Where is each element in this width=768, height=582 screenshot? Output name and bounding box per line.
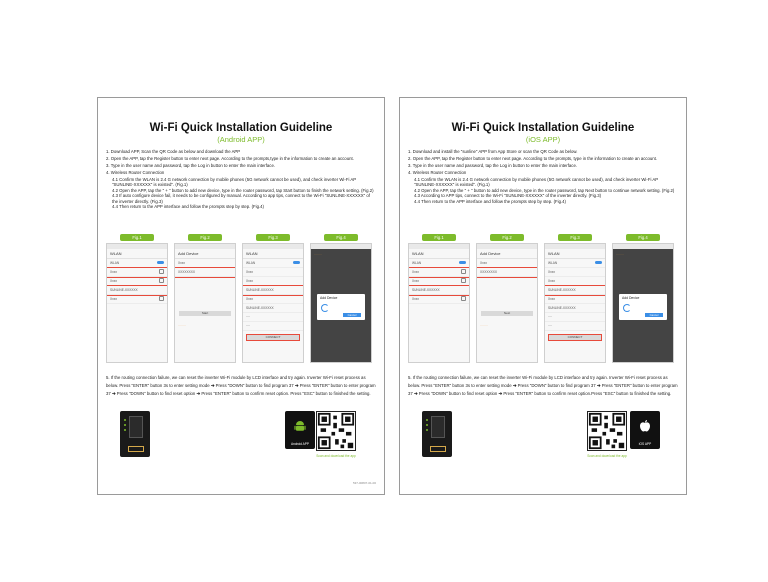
fig-4 — [612, 234, 674, 364]
wifi-row: Xxxx — [409, 268, 469, 277]
start-button: Start — [179, 311, 231, 316]
ssid-row: Xxxx — [175, 259, 235, 268]
wifi-row: Xxxx — [243, 277, 303, 286]
tip-text: ········ — [314, 252, 322, 256]
fig-label: Fig.2 — [188, 234, 222, 241]
brand-logo — [128, 446, 144, 452]
arrow-icon: ➔ — [210, 383, 215, 388]
add-device-header: Add Device — [175, 249, 235, 259]
qr-code — [316, 411, 356, 451]
fig-2 — [174, 234, 236, 364]
substep-4-2: 4.2 Open the APP, tap the " + " button to add new device, type in the router password, tap Next button to continue network setting. (Fig.2) — [414, 187, 675, 193]
add-device-dialog — [619, 294, 667, 320]
step-1: 1. Download and install the "sunline" APP from App Store or scan the QR Code as below. — [408, 149, 578, 154]
fig-label: Fig.3 — [558, 234, 592, 241]
qr-code-icon — [588, 412, 626, 450]
ap-row: SUNLINE-XXXXXX — [409, 286, 469, 295]
ssid-row: Xxxx — [477, 259, 537, 268]
cancel-button: Cancel — [645, 313, 663, 317]
ios-badge — [630, 411, 660, 449]
document-id: 537-00807-01-00 — [352, 481, 376, 485]
wifi-row: Xxxx — [545, 268, 605, 277]
detail-row: ···· — [545, 313, 605, 322]
phone-screenshot — [242, 243, 304, 363]
lock-icon — [159, 296, 164, 301]
android-badge — [285, 411, 315, 449]
step-4: 4. Wireless Router Connection — [106, 170, 165, 175]
qr-code-icon — [317, 412, 355, 450]
toggle-icon — [157, 261, 164, 264]
connect-button: CONNECT — [247, 335, 299, 340]
wlan-toggle-row: WLAN — [107, 259, 167, 268]
fig-4 — [310, 234, 372, 364]
arrow-icon: ➔ — [196, 391, 201, 396]
arrow-icon: ➔ — [294, 383, 299, 388]
phone-screenshot — [476, 243, 538, 363]
wifi-row: Xxxx — [409, 295, 469, 304]
wifi-row: Xxxx — [545, 295, 605, 304]
ap-row: SUNLINE-XXXXXX — [243, 286, 303, 295]
phone-screenshot — [408, 243, 470, 363]
wifi-row: Xxxx — [243, 295, 303, 304]
fig-2 — [476, 234, 538, 364]
phone-screenshot — [106, 243, 168, 363]
arrow-icon: ➔ — [512, 383, 517, 388]
qr-caption: Scan and download the app — [587, 454, 627, 458]
add-device-dialog — [317, 294, 365, 320]
fig-label: Fig.2 — [490, 234, 524, 241]
page-title: Wi-Fi Quick Installation Guideline — [149, 122, 333, 134]
arrow-icon: ➔ — [498, 391, 503, 396]
wifi-row: Xxxx — [107, 277, 167, 286]
qr-code — [587, 411, 627, 451]
tip-text: ········ — [480, 323, 488, 327]
brand-logo — [430, 446, 446, 452]
wifi-row: Xxxx — [107, 268, 167, 277]
phone-screenshot — [174, 243, 236, 363]
tip-text: ········ — [178, 323, 186, 327]
qr-caption: Scan and download the app — [316, 454, 356, 458]
step-2: 2. Open the APP, tap the Register button to enter next page. According to the prompts, type in the information to create an account. — [408, 156, 658, 161]
substep-4-1: 4.1 Confirm the WLAN is 2.4 G network connection by mobile phones (5G network cannot be used), and check inverter Wi-Fi AP "SUNLINE-XXXXXX" is existed". (Fig.1) — [414, 177, 659, 188]
detail-row: ···· — [243, 322, 303, 331]
fig-3 — [544, 234, 606, 364]
fig-label: Fig.1 — [120, 234, 154, 241]
step-3: 3. Type in the user name and password, tap the Log in button to enter the main interface. — [408, 163, 578, 168]
lock-icon — [461, 278, 466, 283]
reset-instructions: 5. If the routing connection failure, we can reset the inverter Wi-Fi module by LCD interface and try again. Inverter Wi-Fi reset process as below. Press "ENTER" button 3s to enter setting mode ➔ Press "DOWN" button to find program 37 ➔ Press "ENTER" button to enter program 37 ➔ Press "DOWN" button to find reset option ➔ Press "ENTER" button to confirm reset option. Press "ESC" button to finished the setting. — [106, 375, 376, 396]
ap-detail-row: SUNLINE-XXXXXX — [243, 304, 303, 313]
step-1: 1. Download APP, Scan the QR Code as below and download the APP — [106, 149, 241, 154]
lock-icon — [159, 269, 164, 274]
arrow-icon: ➔ — [413, 391, 418, 396]
step-4: 4. Wireless Router Connection — [408, 170, 467, 175]
inverter-image — [120, 411, 150, 457]
android-guide-page — [97, 97, 385, 495]
wlan-toggle-row: WLAN — [243, 259, 303, 268]
substep-4-3: 4.3 If auto configure device fail, it needs to be configured by manual. According to app tips, connect to the Wi-Fi "SUNLINE-XXXXXX" of the inverter directly. (Fig.3) — [112, 193, 370, 204]
fig-3 — [242, 234, 304, 364]
page-title: Wi-Fi Quick Installation Guideline — [451, 122, 635, 134]
page-subtitle: (Android APP) — [217, 135, 265, 144]
password-row: XXXXXXXX — [175, 268, 235, 277]
toggle-icon — [293, 261, 300, 264]
toggle-icon — [459, 261, 466, 264]
next-button: Next — [481, 311, 533, 316]
toggle-icon — [595, 261, 602, 264]
step-3: 3. Type in the user name and password, tap the Log in button to enter the main interface. — [106, 163, 276, 168]
detail-row: ···· — [545, 322, 605, 331]
lock-icon — [461, 296, 466, 301]
add-device-header: Add Device — [477, 249, 537, 259]
wifi-row: Xxxx — [545, 277, 605, 286]
page-subtitle: (iOS APP) — [525, 135, 561, 144]
wifi-row: Xxxx — [107, 295, 167, 304]
substep-4-2: 4.2 Open the APP, tap the " + " button to add new device, type in the router password, tap Start button to finish the network setting. (Fig.2) — [112, 187, 374, 193]
figure-row — [106, 234, 376, 364]
fig-1 — [106, 234, 168, 364]
ap-detail-row: SUNLINE-XXXXXX — [545, 304, 605, 313]
fig-label: Fig.4 — [626, 234, 660, 241]
lock-icon — [461, 269, 466, 274]
tip-text: ········ — [616, 252, 624, 256]
steps-list — [408, 149, 678, 204]
password-row: XXXXXXXX — [477, 268, 537, 277]
fig-label: Fig.4 — [324, 234, 358, 241]
wlan-header: WLAN — [107, 249, 167, 259]
wlan-header: WLAN — [409, 249, 469, 259]
spinner-icon — [321, 304, 329, 312]
reset-instructions: 5. If the routing connection failure, we can reset the inverter Wi-Fi module by LCD interface and try again. Inverter Wi-Fi reset process as below. Press "ENTER" button 3s to enter setting mode ➔ Press "DOWN" button to find program 37 ➔ Press "ENTER" button to enter program 37 ➔ Press "DOWN" button to find reset option ➔ Press "ENTER" button to confirm reset option.Press "ESC" button to finished the setting. — [408, 375, 678, 396]
badge-caption: Android APP — [290, 442, 310, 446]
wlan-toggle-row: WLAN — [545, 259, 605, 268]
fig-label: Fig.1 — [422, 234, 456, 241]
fig-1 — [408, 234, 470, 364]
wifi-row: Xxxx — [243, 268, 303, 277]
spinner-icon — [623, 304, 631, 312]
connect-button: CONNECT — [549, 335, 601, 340]
substep-4-4: 4.4 Then return to the APP interface and follow the prompts step by step. (Fig.4) — [112, 204, 264, 210]
substep-4-4: 4.4 Then return to the APP interface and follow the prompts step by step. (Fig.4) — [414, 198, 566, 204]
dialog-title: Add Device — [320, 296, 338, 300]
substep-4-3: 4.3 According to APP tips, connect to the Wi-Fi "SUNLINE-XXXXXX" of the inverter directly. (Fig.3) — [414, 193, 602, 199]
phone-screenshot — [310, 243, 372, 363]
apple-icon — [638, 419, 652, 433]
cancel-button: Cancel — [343, 313, 361, 317]
lock-icon — [159, 278, 164, 283]
android-icon — [293, 419, 307, 433]
lcd-screen — [129, 416, 143, 438]
arrow-icon: ➔ — [596, 383, 601, 388]
inverter-image — [422, 411, 452, 457]
wlan-toggle-row: WLAN — [409, 259, 469, 268]
fig-label: Fig.3 — [256, 234, 290, 241]
lcd-screen — [431, 416, 445, 438]
ap-row: SUNLINE-XXXXXX — [545, 286, 605, 295]
badge-caption: iOS APP — [638, 442, 652, 446]
detail-row: ···· — [243, 313, 303, 322]
ap-row: SUNLINE-XXXXXX — [107, 286, 167, 295]
phone-screenshot — [612, 243, 674, 363]
wlan-header: WLAN — [243, 249, 303, 259]
steps-list — [106, 149, 376, 209]
ios-guide-page — [399, 97, 687, 495]
substep-4-1: 4.1 Confirm the WLAN is 2.4 G network connection by mobile phones (5G network cannot be used), and check inverter Wi-Fi AP "SUNLINE-XXXXXX" is existed". (Fig.1) — [112, 177, 357, 188]
wlan-header: WLAN — [545, 249, 605, 259]
figure-row — [408, 234, 678, 364]
phone-screenshot — [544, 243, 606, 363]
wifi-row: Xxxx — [409, 277, 469, 286]
step-2: 2. Open the APP, tap the Register button to enter next page. According to the prompts,type in the information to create an account. — [106, 156, 354, 161]
dialog-title: Add Device — [622, 296, 640, 300]
arrow-icon: ➔ — [111, 391, 116, 396]
